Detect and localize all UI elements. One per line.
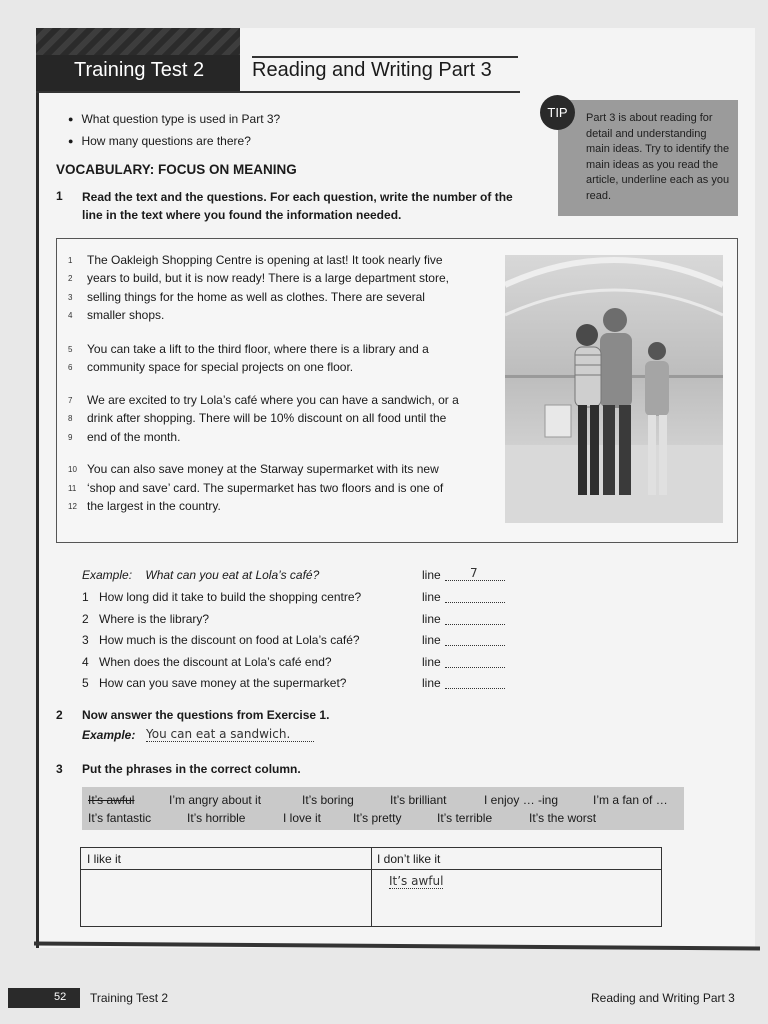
section-heading: VOCABULARY: FOCUS ON MEANING (56, 162, 297, 177)
question-number: 4 (82, 654, 89, 669)
line-text: The Oakleigh Shopping Centre is opening at last! It took nearly five (87, 253, 443, 267)
test-title: Training Test 2 (74, 59, 205, 81)
example-question: What can you eat at Lola’s café? (145, 568, 320, 582)
phrase: It’s boring (302, 793, 354, 807)
question-text: How long did it take to build the shopping centre? (99, 590, 362, 604)
exercise-instruction: Read the text and the questions. For each question, write the number of the line in the text where you found the information needed. (82, 190, 513, 222)
header-rule (252, 56, 518, 58)
example-row (82, 568, 319, 582)
photo-illustration (505, 255, 723, 523)
line-number: 4 (68, 311, 73, 320)
line-number: 10 (68, 465, 77, 474)
phrase: I enjoy … -ing (484, 793, 559, 807)
line-label: line (422, 654, 441, 669)
tip-text: Part 3 is about reading for detail and understanding main ideas. Try to identify the main ideas as you read the article, underline each as you read. (586, 112, 730, 202)
intro-question: ● What question type is used in Part 3? (68, 109, 280, 131)
part-title: Reading and Writing Part 3 (252, 59, 492, 81)
line-label: line (422, 676, 441, 690)
line-text: years to build, but it is now ready! There is a large department store, (87, 271, 449, 285)
line-number: 1 (68, 256, 73, 265)
line-number: 11 (68, 484, 77, 493)
line-label: line (422, 611, 441, 626)
line-text: We are excited to try Lola’s café where you can have a sandwich, or a (87, 393, 459, 407)
phrase: I’m angry about it (169, 793, 262, 807)
exercise-instruction: Put the phrases in the correct column. (82, 762, 301, 776)
line-text: community space for special projects on one floor. (87, 360, 354, 374)
shopping-family-photo (505, 255, 723, 523)
question-text: Where is the library? (99, 611, 210, 626)
question-text: When does the discount at Lola’s café end? (99, 654, 332, 669)
line-label: line (422, 568, 441, 582)
question-number: 2 (82, 611, 89, 626)
example-answer: You can eat a sandwich. (146, 727, 314, 742)
tip-badge: TIP (540, 95, 575, 130)
phrase: It’s terrible (437, 811, 493, 825)
phrase: It’s the worst (529, 811, 597, 825)
exercise-instruction: Now answer the questions from Exercise 1. (82, 708, 330, 722)
line-text: You can also save money at the Starway supermarket with its new (87, 462, 439, 476)
exercise-number: 1 (56, 189, 63, 203)
line-number: 3 (68, 293, 73, 302)
phrase: It’s pretty (353, 811, 402, 825)
answer-blank[interactable] (445, 612, 505, 625)
phrase: It’s fantastic (88, 811, 152, 825)
answer-blank[interactable] (445, 655, 505, 668)
line-text: the largest in the country. (87, 499, 221, 513)
line-number: 5 (68, 345, 73, 354)
column-header-like: I like it (87, 852, 122, 866)
footer-left-label: Training Test 2 (90, 991, 169, 1005)
example-label: Example: (82, 728, 136, 742)
question-text: How can you save money at the supermarket? (99, 676, 347, 690)
line-number: 6 (68, 363, 73, 372)
column-header-dislike: I don’t like it (377, 852, 441, 866)
header-underline (36, 91, 520, 93)
question-number: 5 (82, 676, 89, 690)
exercise-number: 3 (56, 762, 63, 776)
answer-blank[interactable] (445, 676, 505, 689)
line-label: line (422, 633, 441, 647)
exercise-number: 2 (56, 708, 63, 722)
question-text: How much is the discount on food at Lola’s café? (99, 633, 360, 647)
phrase: It’s brilliant (390, 793, 447, 807)
header-stripe (36, 28, 240, 55)
sort-table (80, 847, 662, 927)
table-divider (371, 848, 372, 926)
line-number: 7 (68, 396, 73, 405)
footer-right-label: Reading and Writing Part 3 (591, 991, 735, 1005)
table-answer[interactable]: It’s awful (389, 874, 444, 888)
phrase: It’s horrible (187, 811, 246, 825)
line-text: ‘shop and save’ card. The supermarket has two floors and is one of (87, 481, 444, 495)
question-number: 1 (82, 590, 89, 604)
footer-page-tab (8, 988, 80, 1008)
answer-blank[interactable] (445, 590, 505, 603)
question-number: 3 (82, 633, 89, 647)
line-text: selling things for the home as well as clothes. There are several (87, 290, 425, 304)
table-divider (81, 869, 661, 870)
example-answer: 7 (470, 566, 478, 580)
line-label: line (422, 590, 441, 604)
intro-question: ● How many questions are there? (68, 131, 280, 153)
answer-blank[interactable] (445, 633, 505, 646)
line-text: drink after shopping. There will be 10% discount on all food until the (87, 411, 447, 425)
page-number: 52 (54, 991, 67, 1003)
line-text: smaller shops. (87, 308, 165, 322)
example-label: Example: (82, 568, 133, 582)
line-number: 9 (68, 433, 73, 442)
intro-questions (68, 109, 280, 153)
line-text: end of the month. (87, 430, 181, 444)
phrase: I love it (283, 811, 322, 825)
line-number: 8 (68, 414, 73, 423)
line-number: 2 (68, 274, 73, 283)
line-number: 12 (68, 502, 77, 511)
phrase: I’m a fan of … (593, 793, 668, 807)
line-text: You can take a lift to the third floor, where there is a library and a (87, 342, 429, 356)
phrase: It’s awful (88, 793, 135, 807)
